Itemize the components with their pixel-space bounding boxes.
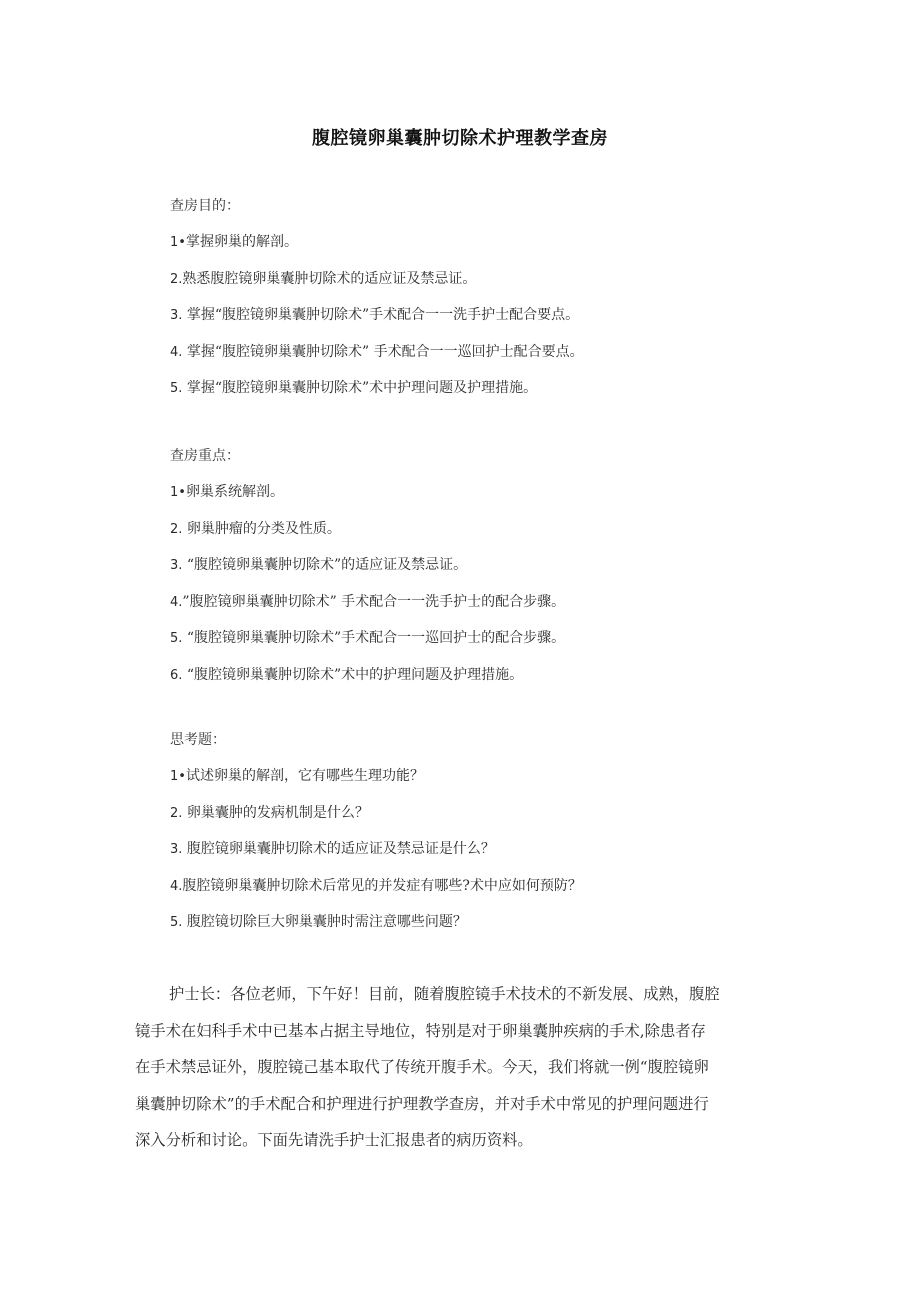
focus-heading: 查房重点： [170, 448, 240, 464]
item-number: 5. [170, 915, 183, 930]
item-text: “腹腔镜卵巢囊肿切除术”术中的护理问题及护理措施。 [182, 666, 524, 683]
purpose-item [170, 370, 810, 407]
item-number: 2. [170, 805, 183, 821]
paragraph-line: 在手术禁忌证外，腹腔镜己基本取代了传统开腹手术。今天，我们将就一例“腹腔镜卵 [135, 1058, 709, 1077]
item-text: 掌握“腹腔镜卵巢囊肿切除术”手术配合一一洗手护士配合要点。 [182, 307, 580, 323]
questions-section [170, 722, 810, 941]
paragraph-line: 深入分析和讨论。下面先请洗手护士汇报患者的病历资料。 [135, 1131, 533, 1150]
purpose-item [170, 261, 810, 298]
item-text: 腹腔镜切除巨大卵巢囊肿时需注意哪些问题？ [182, 914, 467, 930]
item-text: “腹腔镜卵巢囊肿切除术”手术配合一一巡回护士的配合步骤。 [182, 630, 566, 646]
focus-section [170, 438, 810, 693]
item-text: 掌握“腹腔镜卵巢囊肿切除术”术中护理问题及护理措施。 [182, 380, 538, 396]
item-number: 2. [170, 271, 183, 287]
purpose-item [170, 297, 810, 334]
question-item [170, 831, 810, 868]
focus-item [170, 620, 810, 657]
item-number: 5. [170, 631, 183, 646]
item-number: 4. [170, 878, 183, 894]
item-number: 5. [170, 381, 183, 396]
question-item [170, 758, 810, 795]
purpose-section [170, 188, 810, 407]
item-number: 3. [170, 308, 183, 323]
item-number: 4. [170, 344, 183, 360]
focus-item [170, 657, 810, 694]
item-text: 卵巢系统解剖。 [185, 484, 284, 500]
item-text: “腹腔镜卵巢囊肿切除术”的适应证及禁忌证。 [182, 557, 468, 573]
item-text: 腹腔镜卵巢囊肿切除术后常见的并发症有哪些?术中应如何预防？ [182, 877, 582, 894]
item-number: 6. [170, 667, 183, 683]
intro-paragraph [135, 976, 785, 1159]
document-title: 腹腔镜卵巢囊肿切除术护理教学查房 [312, 128, 608, 149]
item-text: 掌握卵巢的解剖。 [185, 234, 298, 250]
item-number: 3. [170, 842, 183, 857]
item-text: 掌握“腹腔镜卵巢囊肿切除术” 手术配合一一巡回护士配合要点。 [182, 343, 584, 360]
item-number: 4. [170, 594, 183, 610]
item-text: 熟悉腹腔镜卵巢囊肿切除术的适应证及禁忌证。 [182, 270, 477, 287]
purpose-item [170, 334, 810, 371]
item-text: 卵巢囊肿的发病机制是什么？ [182, 804, 369, 821]
item-number: 1• [170, 769, 186, 784]
item-number: 3. [170, 558, 183, 573]
item-text: 卵巢肿瘤的分类及性质。 [182, 520, 341, 537]
focus-item [170, 547, 810, 584]
paragraph-line: 镜手术在妇科手术中已基本占据主导地位，特别是对于卵巢囊肿疾病的手术,除患者存 [135, 1021, 706, 1040]
item-text: 腹腔镜卵巢囊肿切除术的适应证及禁忌证是什么？ [182, 841, 495, 857]
item-number: 1• [170, 235, 186, 250]
purpose-heading: 查房目的： [170, 198, 240, 214]
focus-item [170, 474, 810, 511]
focus-item [170, 584, 810, 621]
paragraph-line: 巢囊肿切除术”的手术配合和护理进行护理教学查房，并对手术中常见的护理问题进行 [135, 1094, 709, 1113]
question-item [170, 795, 810, 832]
purpose-item [170, 224, 810, 261]
item-number: 1• [170, 485, 186, 500]
item-text: 试述卵巢的解剖，它有哪些生理功能？ [185, 768, 424, 784]
question-item [170, 904, 810, 941]
item-number: 2. [170, 521, 183, 537]
paragraph-line: 护士长：各位老师，下午好！目前，随着腹腔镜手术技术的不新发展、成熟，腹腔 [169, 985, 720, 1003]
questions-heading: 思考题： [170, 732, 226, 748]
focus-item [170, 511, 810, 548]
question-item [170, 868, 810, 905]
item-text: ”腹腔镜卵巢囊肿切除术” 手术配合一一洗手护士的配合步骤。 [182, 593, 566, 610]
